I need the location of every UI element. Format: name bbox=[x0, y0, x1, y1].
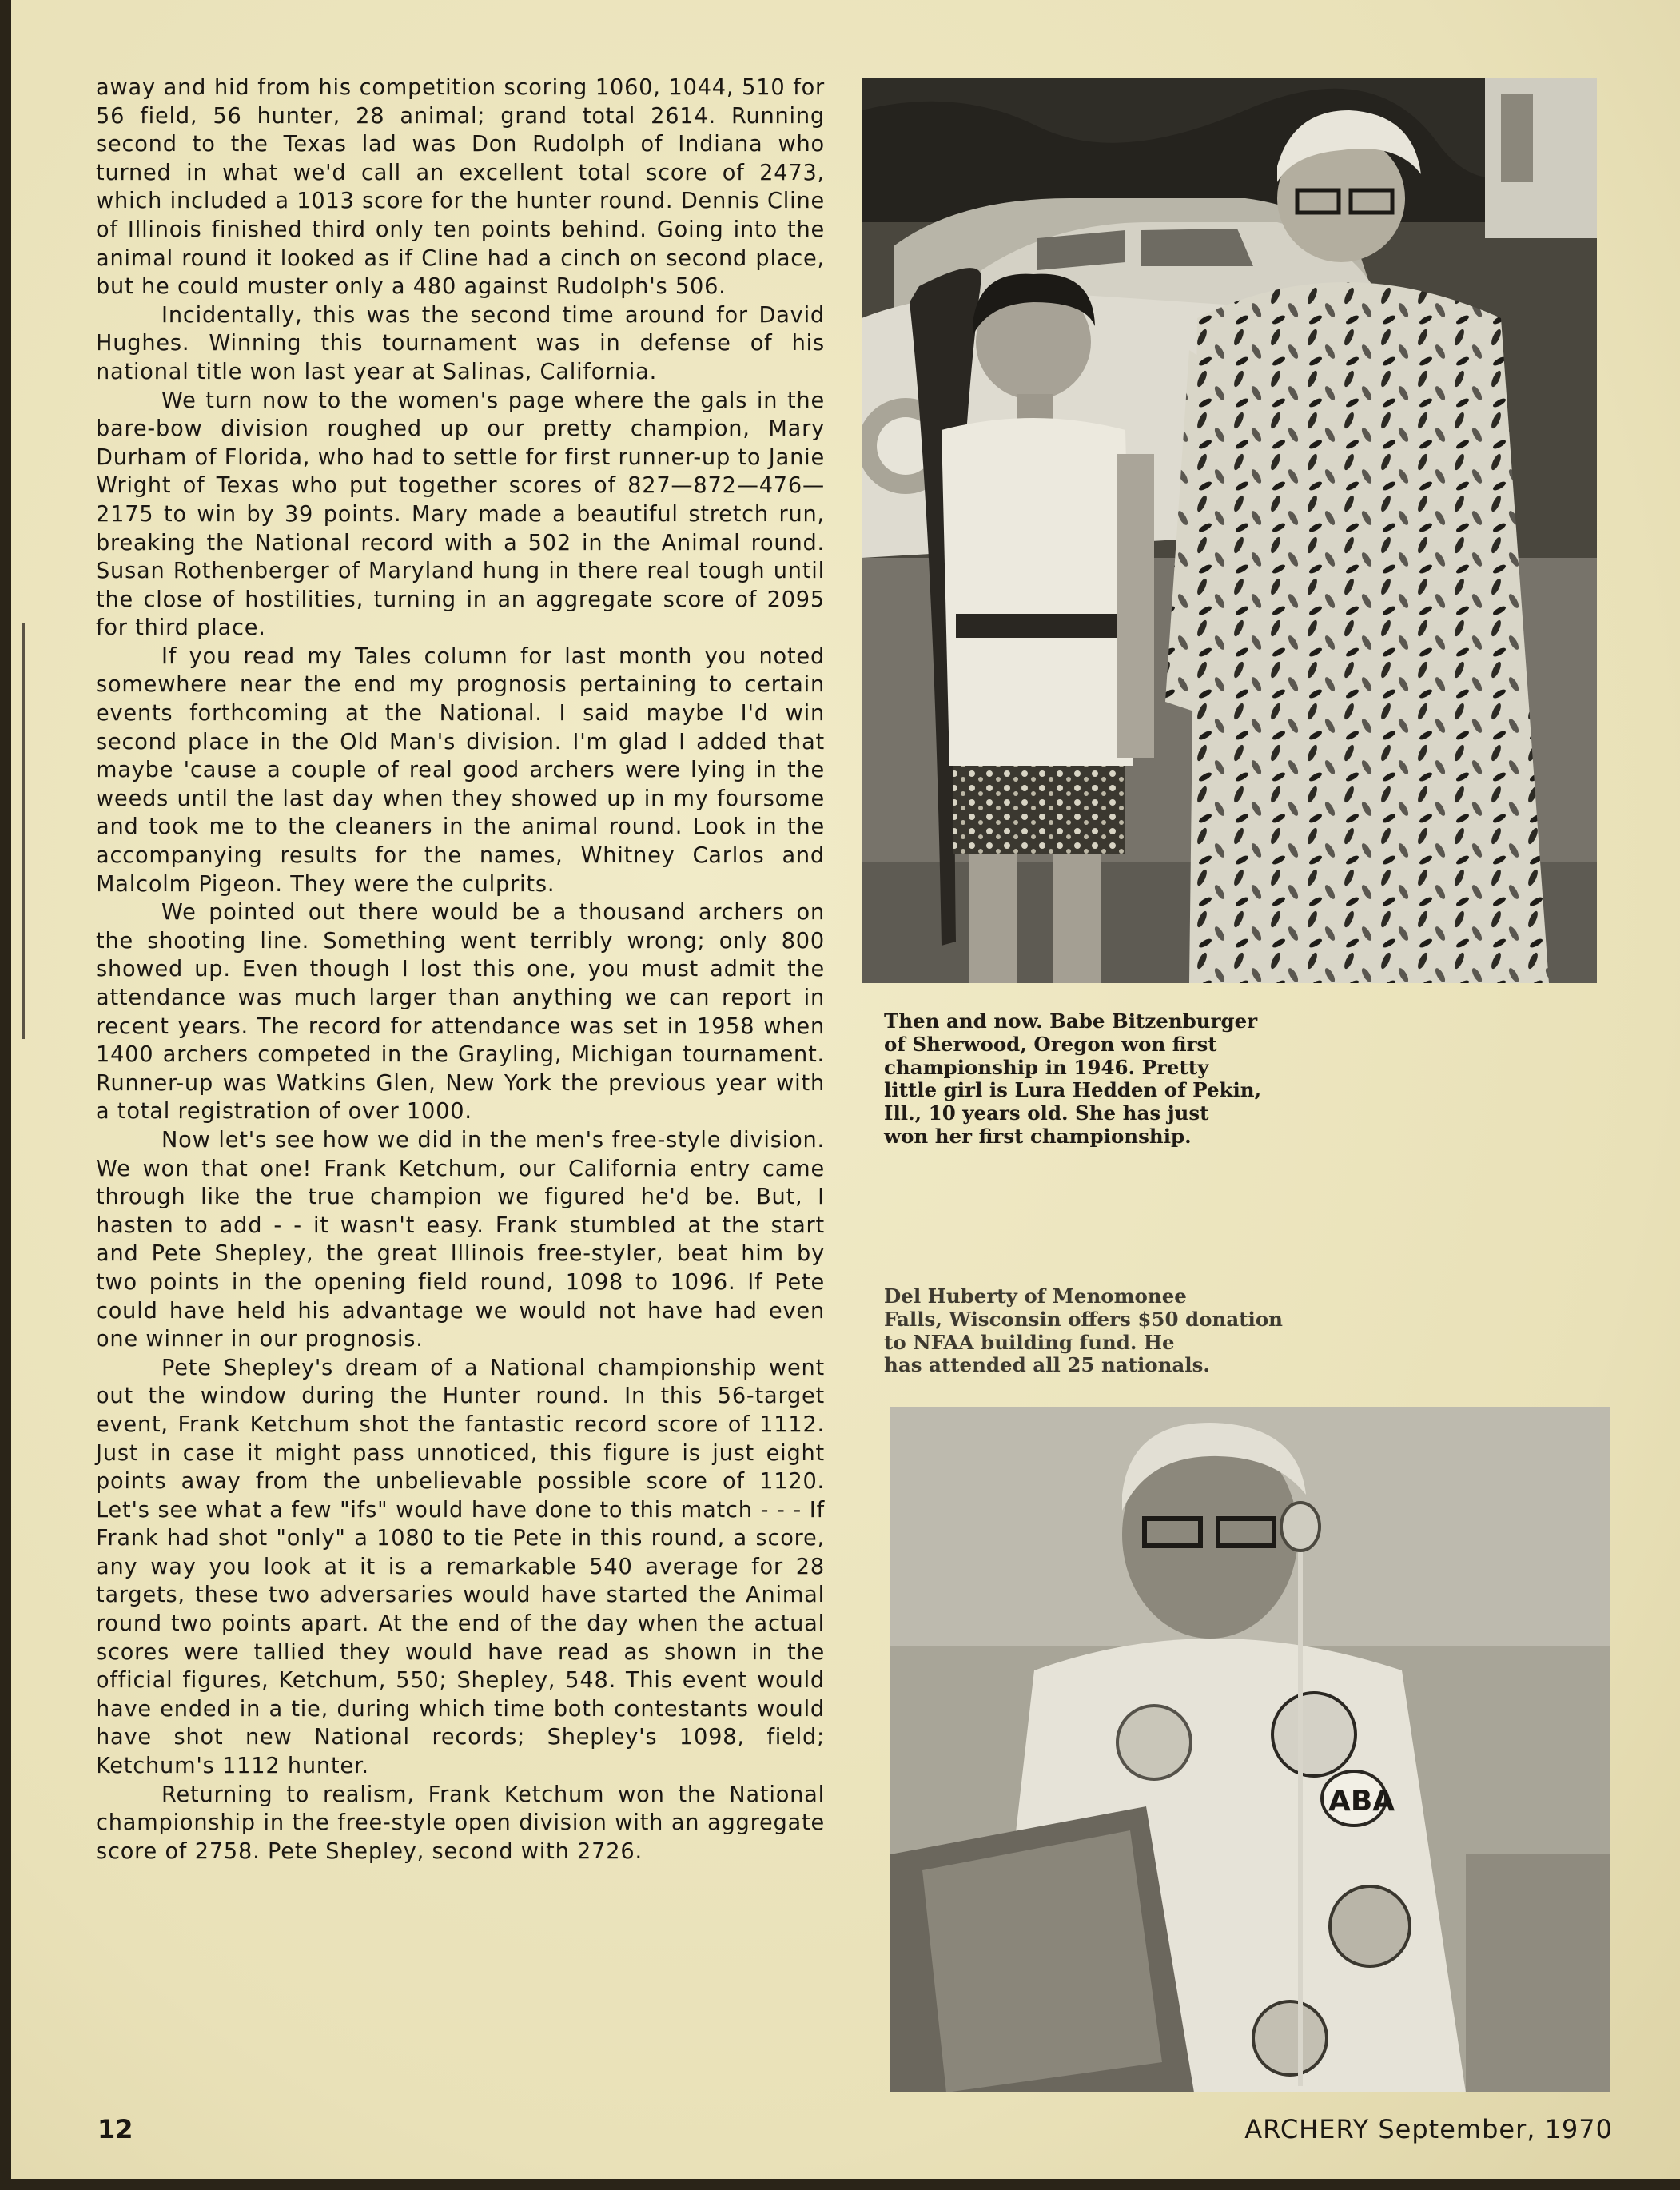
binding-edge-mark bbox=[22, 623, 25, 1039]
page-number: 12 bbox=[98, 2114, 133, 2144]
article-paragraph: Returning to realism, Frank Ketchum won the National championship in the free-style open division with an aggregate score of 2758. Pete Shepley, second with 2726. bbox=[96, 1782, 825, 1864]
photo-caption-2: Del Huberty of Menomonee Falls, Wisconsin offers $50 donation to NFAA building fund. He has attended all 25 nationals. bbox=[884, 1284, 1283, 1377]
article-paragraph: If you read my Tales column for last month you noted somewhere near the end my prognosis pertaining to certain events forthcoming at the National. I said maybe I'd win second place in the Old Man's division. I'm glad I added that maybe 'cause a couple of real good archers were lying in the weeds until the last day when they showed up in my foursome and took me to the cleaners in the animal round. Look in the accompanying results for the names, Whitney Carlos and Malcolm Pigeon. They were the culprits. bbox=[96, 643, 825, 897]
article-paragraph: We turn now to the women's page where the gals in the bare-bow division roughed up our pretty champion, Mary Durham of Florida, who had to settle for first runner-up to Janie Wright of Texas who put together scores of 827—872—476—2175 to win by 39 points. Mary made a beautiful stretch run, breaking the National record with a 502 in the Animal round. Susan Rothenberger of Maryland hung in there real tough until the close of hostilities, turning in an aggregate score of 2095 for third place. bbox=[96, 388, 825, 641]
article-paragraph: away and hid from his competition scoring 1060, 1044, 510 for 56 field, 56 hunter, 28 animal; grand total 2614. Running second to the Texas lad was Don Rudolph of Indiana who turned in what we'd call an excellent total score of 2473, which included a 1013 score for the hunter round. Dennis Cline of Illinois finished third only ten points behind. Going into the animal round it looked as if Cline had a cinch on second place, but he could muster only a 480 against Rudolph's 506. bbox=[96, 75, 825, 300]
magazine-page bbox=[11, 0, 1680, 2179]
running-footer: ARCHERY September, 1970 bbox=[1244, 2114, 1613, 2144]
shirt-badge-text: ABA bbox=[1328, 1785, 1395, 1818]
article-paragraph: Pete Shepley's dream of a National championship went out the window during the Hunter round. In this 56-target event, Frank Ketchum shot the fantastic record score of 1112. Just in case it might pass unnoticed, this figure is just eight points away from the unbelievable possible score of 1120. Let's see what a few "ifs" would have done to this match - - - If Frank had shot "only" a 1080 to tie Pete in this round, a score, any way you look at it is a remarkable 540 average for 28 targets, these two adversaries would have started the Animal round two points apart. At the end of the day when the actual scores were tallied they would have read as shown in the official figures, Ketchum, 550; Shepley, 548. This event would have ended in a tie, during which time both contestants would have shot new National records; Shepley's 1098, field; Ketchum's 1112 hunter. bbox=[96, 1355, 825, 1779]
photo-man-at-microphone bbox=[890, 1407, 1610, 2092]
photo-girl-and-woman-image bbox=[862, 78, 1597, 983]
photo-girl-and-woman bbox=[862, 78, 1597, 983]
photo-man-at-microphone-image bbox=[890, 1407, 1610, 2092]
article-body bbox=[96, 74, 825, 1865]
article-paragraph: Incidentally, this was the second time around for David Hughes. Winning this tournament was in defense of his national title won last year at Salinas, California. bbox=[96, 302, 825, 384]
article-paragraph: Now let's see how we did in the men's free-style division. We won that one! Frank Ketchum, our California entry came through like the true champion we figured he'd be. But, I hasten to add - - it wasn't easy. Frank stumbled at the start and Pete Shepley, the great Illinois free-styler, beat him by two points in the opening field round, 1098 to 1096. If Pete could have held his advantage we would not have had even one winner in our prognosis. bbox=[96, 1127, 825, 1352]
photo-caption-1: Then and now. Babe Bitzenburger of Sherwood, Oregon won first championship in 1946. Pretty little girl is Lura Hedden of Pekin, Ill., 10 years old. She has just won her first championship. bbox=[884, 1009, 1262, 1148]
article-paragraph: We pointed out there would be a thousand archers on the shooting line. Something went terribly wrong; only 800 showed up. Even though I lost this one, you must admit the attendance was much larger than anything we can report in recent years. The record for attendance was set in 1958 when 1400 archers competed in the Grayling, Michigan tournament. Runner-up was Watkins Glen, New York the previous year with a total registration of over 1000. bbox=[96, 900, 825, 1125]
